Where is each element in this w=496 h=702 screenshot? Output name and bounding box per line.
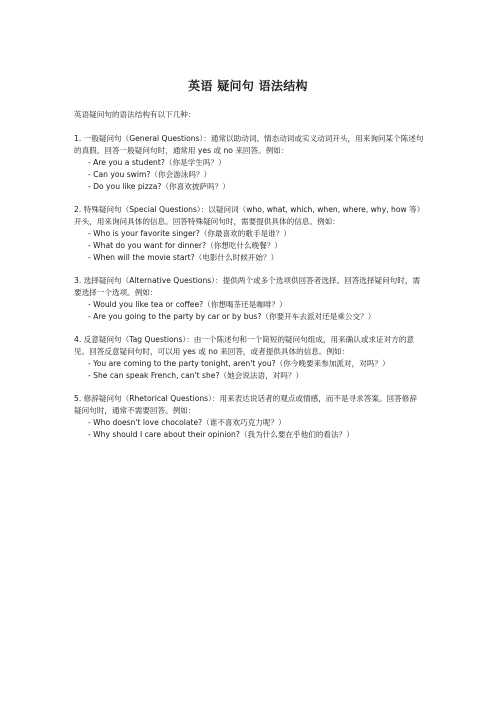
example-item: - She can speak French, can't she?（她会说法语，对吗？） (88, 371, 304, 380)
section-rhetorical-questions (74, 393, 424, 441)
example-item: - Are you going to the party by car or by bus?（你要开车去派对还是乘公交？） (88, 312, 376, 321)
example-item: - When will the movie start?（电影什么时候开始？） (88, 253, 279, 262)
example-item: - You are coming to the party tonight, aren't you?（你今晚要来参加派对，对吗？） (88, 359, 390, 368)
example-item: - Can you swim?（你会游泳吗？） (88, 170, 212, 179)
example-list (74, 417, 424, 441)
example-list (74, 157, 424, 193)
section-paragraph: 2. 特殊疑问句（Special Questions）：以疑问词（who, what, which, when, where, why, how 等）开头，用来询问具体的信息。回答特殊疑问句时，需要提供具体的信息。例如： (74, 205, 421, 226)
example-item: - Would you like tea or coffee?（你想喝茶还是咖啡？） (88, 300, 287, 309)
section-special-questions (74, 204, 424, 264)
page-title: 英语 疑问句 语法结构 (188, 79, 308, 93)
example-item: - Are you a student?（你是学生吗？） (88, 158, 226, 167)
document-body (74, 109, 424, 452)
section-tag-questions (74, 334, 424, 382)
example-item: - Who is your favorite singer?（你最喜欢的歌手是谁？） (88, 229, 291, 238)
example-list (74, 358, 424, 382)
example-item: - Why should I care about their opinion?（我为什么要在乎他们的看法？） (88, 430, 354, 439)
section-paragraph: 1. 一般疑问句（General Questions）：通常以助动词、情态动词或实义动词开头，用来询问某个陈述句的真假。回答一般疑问句时，通常用 yes 或 no 来回答。例如： (74, 134, 424, 155)
section-alternative-questions (74, 275, 424, 323)
example-item: - What do you want for dinner?（你想吃什么晚餐？） (88, 241, 283, 250)
example-item: - Do you like pizza?（你喜欢披萨吗？） (88, 182, 230, 191)
section-paragraph: 5. 修辞疑问句（Rhetorical Questions）：用来表达说话者的观点或情感，而不是寻求答案。回答修辞疑问句时，通常不需要回答。例如： (74, 394, 417, 415)
intro-paragraph: 英语疑问句的语法结构有以下几种： (74, 110, 196, 119)
example-list (74, 299, 424, 323)
section-general-questions (74, 133, 424, 193)
section-paragraph: 3. 选择疑问句（Alternative Questions）：提供两个或多个选项供回答者选择。回答选择疑问句时，需要选择一个选项。例如： (74, 276, 421, 297)
section-paragraph: 4. 反意疑问句（Tag Questions）：由一个陈述句和一个简短的疑问句组成，用来确认或求证对方的意见。回答反意疑问句时，可以用 yes 或 no 来回答，或者提供具体的信息。例如： (74, 335, 415, 356)
example-list (74, 228, 424, 264)
example-item: - Who doesn't love chocolate?（谁不喜欢巧克力呢？） (88, 418, 286, 427)
